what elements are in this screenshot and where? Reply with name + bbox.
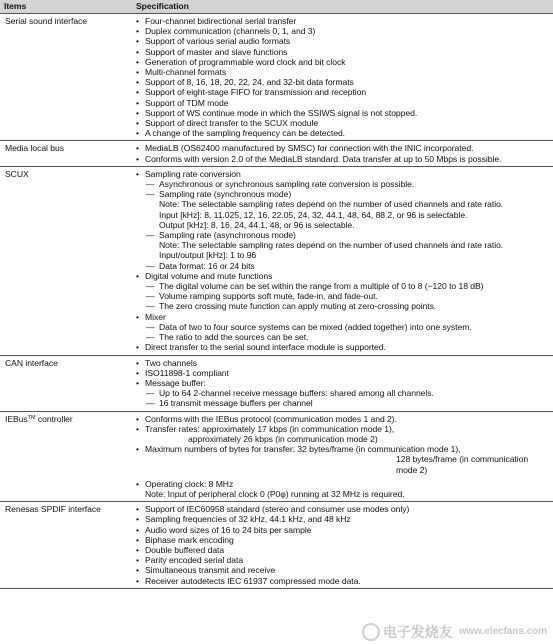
continuation-text: 128 bytes/frame (in communication mode 2) xyxy=(396,454,529,475)
watermark-text: 电子发烧友 xyxy=(382,623,453,640)
sub-list-item: — Data of two to four source systems can be mixed (added together) into one system. xyxy=(136,322,549,332)
list-item: • Simultaneous transmit and receive xyxy=(136,565,549,575)
table-row xyxy=(0,14,553,141)
list-item: • ISO11898-1 compliant xyxy=(136,368,549,378)
list-item: • Support of TDM mode xyxy=(136,98,549,108)
sub-list-item: — The digital volume can be set within the range from a multiple of 0 to 8 (−120 to 18 dB) xyxy=(136,281,549,291)
list-item: • Support of 8, 16, 18, 20, 22, 24, and 32-bit data formats xyxy=(136,77,549,87)
item-serial-sound-interface: Serial sound interface xyxy=(0,14,132,141)
list-item: • A change of the sampling frequency can be detected. xyxy=(136,128,549,138)
spec-renesas-spdif-interface xyxy=(132,502,553,589)
item-media-local-bus: Media local bus xyxy=(0,141,132,166)
sub-list-item: — Sampling rate (synchronous mode) xyxy=(136,189,549,199)
watermark xyxy=(362,623,547,641)
sub-list-item: — Asynchronous or synchronous sampling rate conversion is possible. xyxy=(136,179,549,189)
item-iebus-name: IEBus xyxy=(5,413,28,424)
list-item: • Biphase mark encoding xyxy=(136,535,549,545)
list-item: • Receiver autodetects IEC 61937 compressed mode data. xyxy=(136,576,549,586)
list-item: • Digital volume and mute functions xyxy=(136,271,549,281)
list-item: • Parity encoded serial data xyxy=(136,555,549,565)
sub-list-item: — The zero crossing mute function can apply muting at zero-crossing points. xyxy=(136,301,549,311)
sub-list-item: — The ratio to add the sources can be set. xyxy=(136,332,549,342)
list-item: • Support of WS continue mode in which the SSIWS signal is not stopped. xyxy=(136,108,549,118)
spec-can-interface xyxy=(132,355,553,411)
list-item: • Support of eight-stage FIFO for transmission and reception xyxy=(136,87,549,97)
list-item: • Multi-channel formats xyxy=(136,67,549,77)
note-text: Note: The selectable sampling rates depend on the number of used channels and rate ratio. xyxy=(159,199,504,210)
list-item: • MediaLB (OS62400 manufactured by SMSC) for connection with the INIC incorporated. xyxy=(136,143,549,153)
list-item: • Four-channel bidirectional serial transfer xyxy=(136,16,549,26)
item-scux: SCUX xyxy=(0,166,132,355)
note-text: Note: The selectable sampling rates depend on the number of used channels and rate ratio. xyxy=(159,240,504,251)
table-header-row xyxy=(0,0,553,14)
list-item: • Transfer rates: approximately 17 kbps (in communication mode 1), xyxy=(136,424,549,434)
sub-list-item: — 16 transmit message buffers per channel xyxy=(136,398,549,408)
table-row xyxy=(0,141,553,166)
item-iebus-suffix: controller xyxy=(35,413,73,424)
list-item: • Generation of programmable word clock and bit clock xyxy=(136,57,549,67)
list-item: • Conforms with version 2.0 of the MediaLB standard. Data transfer at up to 50 Mbps is possible. xyxy=(136,154,549,164)
item-iebus-controller xyxy=(0,411,132,502)
spec-media-local-bus xyxy=(132,141,553,166)
list-item: • Direct transfer to the serial sound interface module is supported. xyxy=(136,342,549,352)
spec-iebus-controller xyxy=(132,411,553,502)
trademark-mark: TM xyxy=(27,414,36,421)
list-item: • Support of IEC60958 standard (stereo and consumer use modes only) xyxy=(136,504,549,514)
list-item: • Support of various serial audio formats xyxy=(136,36,549,46)
continuation-text: approximately 26 kbps (in communication mode 2) xyxy=(188,433,378,444)
list-item: • Support of master and slave functions xyxy=(136,47,549,57)
list-item: • Audio word sizes of 16 to 24 bits per sample xyxy=(136,525,549,535)
note-text: Input/output [kHz]: 1 to 96 xyxy=(159,250,257,261)
list-item: • Message buffer: xyxy=(136,378,549,388)
list-item: • Operating clock: 8 MHz xyxy=(136,479,549,489)
item-renesas-spdif-interface: Renesas SPDIF interface xyxy=(0,502,132,589)
sub-list-item: — Data format: 16 or 24 bits xyxy=(136,261,549,271)
spec-serial-sound-interface xyxy=(132,14,553,141)
list-item: • Double buffered data xyxy=(136,545,549,555)
list-item: • Maximum numbers of bytes for transfer: 32 bytes/frame (in communication mode 1), xyxy=(136,444,549,454)
note-text: Output [kHz]: 8, 16, 24, 44.1, 48, or 96 is selectable. xyxy=(159,219,355,230)
list-item: • Two channels xyxy=(136,358,549,368)
table-row xyxy=(0,355,553,411)
list-item: • Sampling rate conversion xyxy=(136,169,549,179)
sub-list-item: — Volume ramping supports soft mute, fade-in, and fade-out. xyxy=(136,291,549,301)
note-text: Input [kHz]: 8, 11.025, 12, 16, 22.05, 24, 32, 44.1, 48, 64, 88.2, or 96 is selectable. xyxy=(159,209,468,220)
table-row xyxy=(0,411,553,502)
table-row xyxy=(0,166,553,355)
note-text: Note: Input of peripheral clock 0 (P0φ) running at 32 MHz is required. xyxy=(145,488,405,499)
list-item: • Sampling frequencies of 32 kHz, 44.1 kHz, and 48 kHz xyxy=(136,514,549,524)
table-row xyxy=(0,502,553,589)
list-item: • Mixer xyxy=(136,312,549,322)
header-items: Items xyxy=(0,0,132,14)
watermark-url: www.elecfans.com xyxy=(458,625,547,637)
list-item: • Duplex communication (channels 0, 1, and 3) xyxy=(136,26,549,36)
header-specification: Specification xyxy=(132,0,553,14)
list-item: • Conforms with the IEBus protocol (communication modes 1 and 2). xyxy=(136,414,549,424)
watermark-logo-icon xyxy=(362,623,380,641)
spec-scux xyxy=(132,166,553,355)
item-can-interface: CAN interface xyxy=(0,355,132,411)
sub-list-item: — Up to 64 2-channel receive message buffers: shared among all channels. xyxy=(136,388,549,398)
sub-list-item: — Sampling rate (asynchronous mode) xyxy=(136,230,549,240)
list-item: • Support of direct transfer to the SCUX module xyxy=(136,118,549,128)
